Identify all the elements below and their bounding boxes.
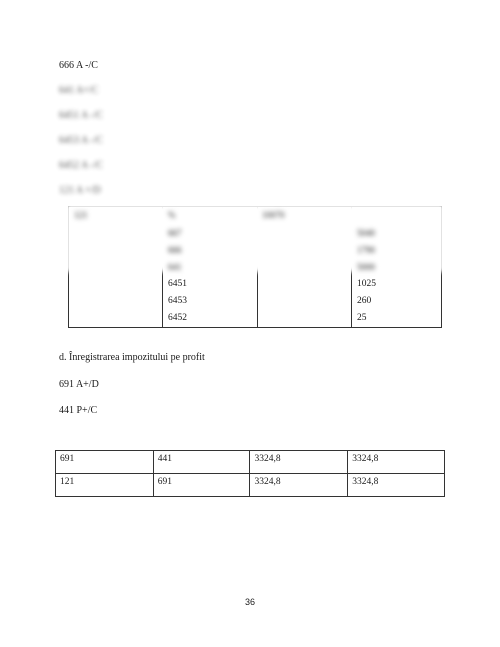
entry-691: 691 A+/D (59, 379, 99, 390)
closing-table-amount-1025: 1025 (357, 279, 376, 289)
closing-table-cell-10070: 10070 (262, 210, 285, 220)
entry-666: 666 A -/C (59, 60, 98, 71)
closing-table-amount-25: 25 (357, 313, 367, 323)
closing-table-cell-641: 641 (168, 262, 182, 272)
tax-table-cell: 691 (56, 451, 154, 474)
closing-table-account-6452: 6452 (168, 313, 187, 323)
entry-441: 441 P+/C (59, 405, 98, 416)
closing-table-cell-666: 666 (168, 245, 182, 255)
tax-table-cell: 3324,8 (348, 474, 445, 497)
entry-641-blurred: 641 A+/C (59, 85, 99, 96)
closing-table-cell-5000: 5000 (357, 262, 375, 272)
section-d-heading: d. Înregistrarea impozitului pe profit (59, 352, 205, 363)
tax-table-cell: 3324,8 (348, 451, 445, 474)
tax-table-cell: 121 (56, 474, 154, 497)
tax-table-cell: 3324,8 (250, 474, 348, 497)
closing-table-amount-260: 260 (357, 296, 372, 306)
tax-table-cell: 3324,8 (250, 451, 348, 474)
closing-table (68, 206, 442, 328)
tax-table-cell: 691 (153, 474, 250, 497)
closing-table-cell-1790: 1790 (357, 245, 375, 255)
entry-6452-blurred: 6452 A -/C (59, 160, 103, 171)
closing-table-cell-5040: 5040 (357, 228, 375, 238)
tax-table-cell: 441 (153, 451, 250, 474)
entry-121-blurred: 121 A +/D (59, 185, 101, 196)
tax-table (55, 450, 445, 497)
page-number: 36 (244, 597, 255, 607)
closing-table-cell-667: 667 (168, 228, 182, 238)
table-row (56, 474, 445, 497)
closing-table-account-6453: 6453 (168, 296, 187, 306)
entry-6451-blurred: 6451 A -/C (59, 110, 103, 121)
closing-table-cell-percent: % (168, 210, 176, 220)
closing-table-account-6451: 6451 (168, 279, 187, 289)
table-row (56, 451, 445, 474)
closing-table-cell-121: 121 (74, 210, 88, 220)
entry-6453-blurred: 6453 A -/C (59, 135, 103, 146)
closing-table-blurred-area (66, 204, 444, 272)
